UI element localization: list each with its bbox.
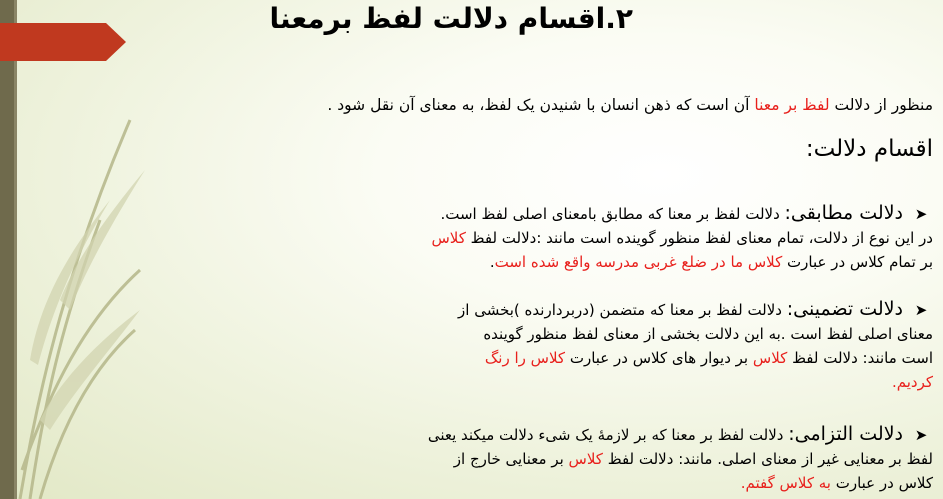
section3-line1 (273, 422, 933, 447)
section3-line3 (273, 471, 933, 495)
arrowhead-bullet-icon: ➤ (914, 205, 928, 223)
section3-text1: دلالت لفظ بر معنا که بر لازمهٔ یک شیء دلالت میکند یعنی (427, 426, 789, 444)
section3-text2: لفظ بر معنایی غیر از معنای اصلی. مانند: دلالت لفظ (602, 450, 933, 468)
arrowhead-bullet-icon: ➤ (914, 426, 928, 444)
section1-text3: بر تمام کلاس در عبارت (782, 253, 933, 271)
intro-paragraph (327, 96, 933, 114)
section-motabeqi (293, 201, 933, 274)
section2-line4: کردیم. (891, 373, 933, 391)
intro-text-after: آن است که ذهن انسان با شنیدن یک لفظ، به معنای آن نقل شود . (327, 96, 755, 114)
section3-red1: کلاس (568, 450, 603, 468)
section1-line3 (293, 250, 933, 274)
section-eltezami (273, 422, 933, 495)
section2-line2: معنای اصلی لفظ است .به این دلالت بخشی از معنای لفظ منظور گوینده (483, 325, 933, 343)
section1-text1: دلالت لفظ بر معنا که مطابق بامعنای اصلی لفظ است. (440, 205, 785, 223)
section2-term: دلالت تضمینی: (786, 298, 903, 320)
section2-text1: دلالت لفظ بر معنا که متضمن (دربردارنده )بخشی از (458, 301, 787, 319)
section1-text2: در این نوع از دلالت، تمام معنای لفظ منظور گوینده است مانند :دلالت لفظ (465, 229, 933, 247)
section1-red1: کلاس (431, 229, 466, 247)
section2-red2: کلاس را رنگ (484, 349, 566, 367)
section3-term: دلالت التزامی: (788, 423, 903, 445)
section3-red2: به کلاس گفتم. (740, 474, 831, 492)
section2-line1 (313, 297, 933, 322)
section3-text3: کلاس در عبارت (830, 474, 933, 492)
section1-line1 (293, 201, 933, 226)
section3-line2 (273, 447, 933, 471)
slide-title: ٢.اقسام دلالت لفظ برمعنا (269, 2, 633, 35)
section2-text3: است مانند: دلالت لفظ (787, 349, 933, 367)
section-tazmini (313, 297, 933, 394)
title-arrow-shape (0, 23, 126, 61)
section2-text3-mid: بر دیوار های کلاس در عبارت (565, 349, 753, 367)
section1-term: دلالت مطابقی: (784, 202, 903, 224)
slide-content (160, 0, 933, 499)
intro-highlight: لفظ بر معنا (754, 96, 830, 114)
section1-line2 (293, 226, 933, 250)
section3-text2-end: بر معنایی خارج از (453, 450, 569, 468)
section1-text3-end: . (489, 253, 495, 271)
intro-text-before: منظور از دلالت (829, 96, 933, 114)
section2-red1: کلاس (752, 349, 788, 367)
section2-line3 (313, 346, 933, 370)
arrowhead-bullet-icon: ➤ (914, 301, 928, 319)
section1-red2: کلاس ما در ضلع غربی مدرسه واقع شده است (494, 253, 783, 271)
section-heading: اقسام دلالت: (805, 136, 933, 162)
decorative-leaves (0, 0, 150, 499)
